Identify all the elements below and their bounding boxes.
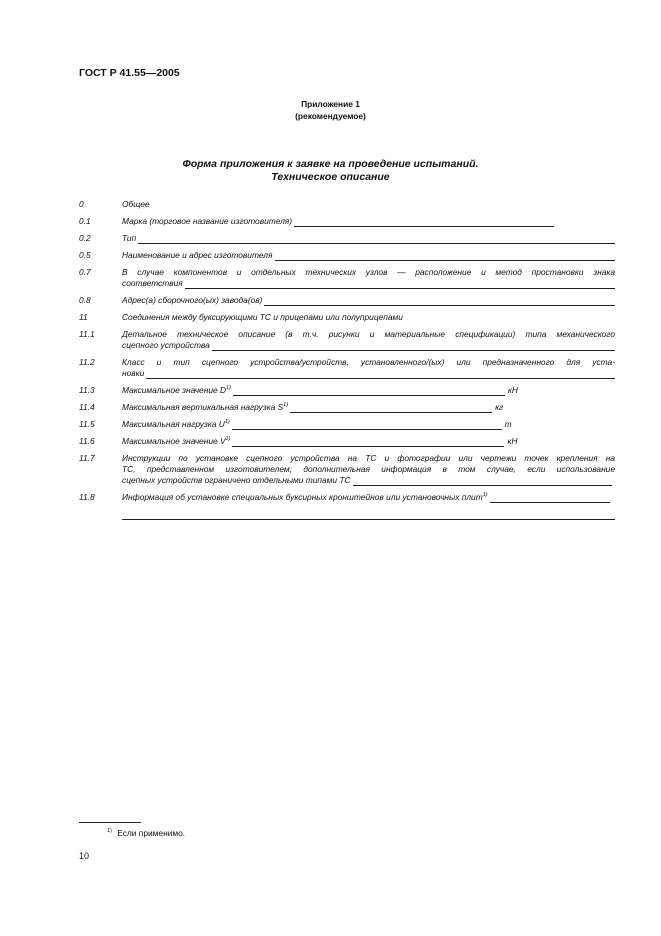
- item-number: 11.2: [79, 357, 95, 367]
- footnote-text: Если применимо.: [117, 828, 186, 838]
- fill-in-line[interactable]: [294, 218, 554, 227]
- list-item: [79, 329, 615, 351]
- fill-in-line[interactable]: [264, 297, 615, 306]
- list-item: [79, 199, 615, 210]
- item-text: Максимальное значение $V^{1)}$: [122, 436, 231, 446]
- item-text: Максимальная вертикальная нагрузка $S^{1)}$: [122, 402, 289, 412]
- item-text: Марка (торговое название изготовителя): [122, 216, 293, 226]
- fill-in-line[interactable]: [353, 477, 612, 486]
- item-number: 0.5: [79, 250, 91, 260]
- item-text: В случае компонентов и отдельных технических узлов — расположение и метод простановки знака: [122, 267, 615, 277]
- unit-label: кг: [495, 402, 504, 412]
- form-title-line2: Техническое описание: [271, 171, 390, 183]
- unit-label: кН: [507, 385, 518, 395]
- fill-in-line[interactable]: [185, 280, 615, 289]
- list-item: [79, 295, 615, 306]
- item-number: 11.4: [79, 402, 95, 412]
- item-text-continued: сцепного устройства: [122, 340, 210, 350]
- list-item: [79, 419, 615, 430]
- item-text-continued: новки: [122, 368, 145, 378]
- item-text: Общее: [122, 199, 150, 209]
- fill-in-line[interactable]: [233, 387, 505, 396]
- footnote-ref: 1): [224, 419, 230, 425]
- list-item: [79, 436, 615, 447]
- item-text-continued: сцепных устройств ограничено отдельными типами ТС: [122, 475, 351, 485]
- item-text: Наименование и адрес изготовителя: [122, 250, 273, 260]
- unit-label: т: [504, 419, 512, 429]
- list-item: [79, 402, 615, 413]
- fill-in-line[interactable]: [232, 438, 504, 447]
- item-text: Инструкции по установке сцепного устройства на ТС и фотографии или чертежи точек крепления на: [122, 453, 615, 463]
- footnote-ref: 1): [225, 436, 231, 442]
- item-text: Детальное техническое описание (в т.ч. рисунки и материальные спецификации) типа механического: [122, 329, 615, 339]
- list-item: [79, 312, 615, 323]
- item-text-continued: соответствия: [122, 278, 183, 288]
- list-item: [79, 250, 615, 261]
- list-item: [79, 216, 615, 227]
- fill-in-line[interactable]: [212, 342, 615, 351]
- item-text: Максимальная нагрузка $U^{1)}$: [122, 419, 230, 429]
- form-title-line1: Форма приложения к заявке на проведение испытаний.: [182, 158, 479, 170]
- item-number: 11.5: [79, 419, 95, 429]
- page-number: 10: [79, 851, 90, 861]
- fill-in-line[interactable]: [138, 235, 615, 244]
- fill-in-line[interactable]: [232, 421, 502, 430]
- item-text: Соединения между буксирующими ТС и прицепами или полуприцепами: [122, 312, 403, 322]
- item-number: 11.3: [79, 385, 95, 395]
- list-item: [79, 357, 615, 379]
- item-number: 11.7: [79, 453, 95, 463]
- item-number: 0: [79, 199, 84, 209]
- item-number: 0.2: [79, 233, 91, 243]
- item-number: 11: [79, 312, 88, 322]
- unit-label: кН: [507, 436, 518, 446]
- item-text: Тип: [122, 233, 137, 243]
- fill-in-line[interactable]: [490, 494, 610, 503]
- fill-in-line[interactable]: [146, 370, 615, 379]
- item-number: 11.8: [79, 492, 95, 502]
- footnote: [107, 828, 185, 838]
- footnote-ref: 1): [482, 492, 488, 498]
- form-items: [79, 199, 615, 526]
- document-code: ГОСТ Р 41.55—2005: [79, 67, 180, 79]
- list-item: [79, 453, 615, 486]
- annex-title: Приложение 1: [301, 99, 360, 109]
- fill-in-line[interactable]: [122, 509, 615, 520]
- item-text: Адрес(а) сборочного(ых) завода(ов): [122, 295, 263, 305]
- item-text: Максимальное значение $D^{1)}$: [122, 385, 231, 395]
- item-number: 11.6: [79, 436, 95, 446]
- item-text-continued: ТС, представленном изготовителем; дополнительная информация в том случае, если использование: [122, 464, 615, 474]
- list-item: [79, 267, 615, 289]
- item-text: Информация об установке специальных буксирных кронштейнов или установочных плит$^{1)}$: [122, 492, 488, 502]
- list-item: [79, 385, 615, 396]
- item-number: 0.7: [79, 267, 91, 277]
- item-number: 0.8: [79, 295, 91, 305]
- list-item: [79, 233, 615, 244]
- footnote-mark: 1): [107, 828, 112, 834]
- list-item: [79, 492, 615, 520]
- annex-subtitle: (рекомендуемое): [295, 111, 366, 121]
- footnote-separator: [79, 822, 141, 823]
- item-number: 11.1: [79, 329, 95, 339]
- fill-in-line[interactable]: [290, 404, 492, 413]
- footnote-ref: 1): [226, 385, 231, 391]
- item-text: Класс и тип сцепного устройства/устройств, установленного/(ых) или предназначенного для уста-: [122, 357, 615, 367]
- fill-in-line[interactable]: [275, 252, 616, 261]
- item-number: 0.1: [79, 216, 91, 226]
- footnote-ref: 1): [283, 402, 289, 408]
